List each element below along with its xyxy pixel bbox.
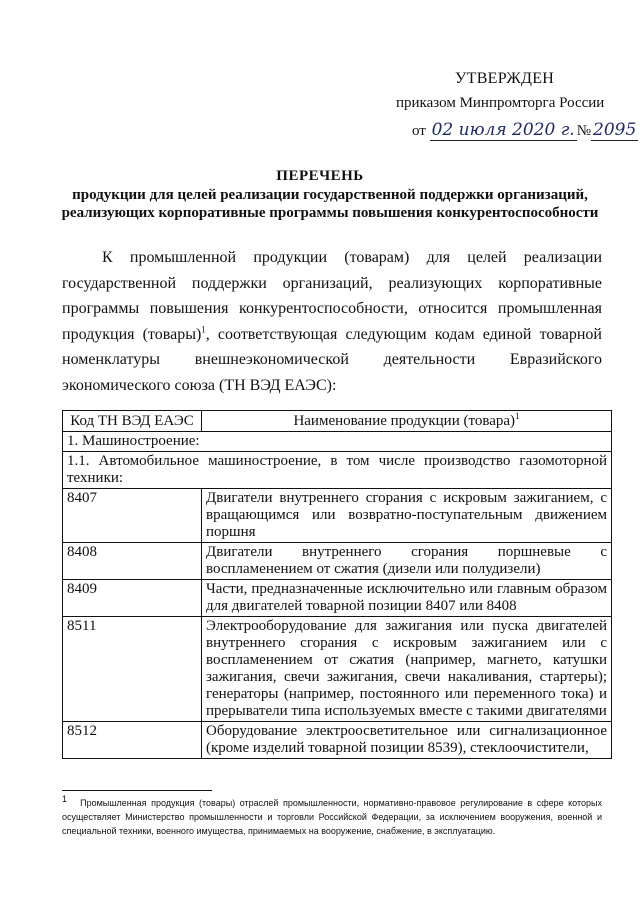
row-code: 8511 bbox=[63, 617, 202, 722]
table-row bbox=[63, 543, 612, 580]
row-code: 8407 bbox=[63, 489, 202, 543]
subsection-row bbox=[63, 452, 612, 489]
header-name-footnote: 1 bbox=[515, 411, 520, 421]
products-table bbox=[62, 410, 612, 759]
document-title: ПЕРЕЧЕНЬ bbox=[276, 168, 364, 184]
intro-text-after: , соответствующая следующим кодам единой товарной номенклатуры внешнеэкономической деятельности Евразийского экономического союза (ТН ВЭД ЕАЭС): bbox=[62, 325, 602, 394]
approval-date-line bbox=[412, 120, 638, 140]
header-name bbox=[202, 411, 612, 432]
intro-footnote-ref: 1 bbox=[201, 324, 206, 335]
footnote-text bbox=[62, 796, 602, 838]
row-name: Двигатели внутреннего сгорания поршневые с воспламенением от сжатия (дизели или полудизели) bbox=[202, 543, 612, 580]
intro-text-before: К промышленной продукции (товарам) для целей реализации государственной поддержки организаций, реализующих корпоративные программы повышения конкурентоспособности, относится промышленная продукция (товары) bbox=[62, 249, 602, 343]
date-prefix: от bbox=[412, 123, 426, 139]
table-row bbox=[63, 617, 612, 722]
handwritten-number: 2095 bbox=[593, 120, 637, 140]
header-code: Код ТН ВЭД ЕАЭС bbox=[63, 411, 202, 432]
section-row bbox=[63, 432, 612, 452]
table-row bbox=[63, 722, 612, 759]
row-name: Части, предназначенные исключительно или главным образом для двигателей товарной позиции 8407 или 8408 bbox=[202, 580, 612, 617]
footnote-mark: 1 bbox=[62, 794, 68, 804]
number-prefix: № bbox=[576, 123, 592, 139]
table-row bbox=[63, 489, 612, 543]
table-row bbox=[63, 580, 612, 617]
approval-order-line: приказом Минпромторга России bbox=[396, 95, 605, 111]
row-code: 8512 bbox=[63, 722, 202, 759]
table-header-row bbox=[63, 411, 612, 432]
intro-paragraph bbox=[62, 245, 602, 398]
row-name: Оборудование электроосветительное или сигнализационное (кроме изделий товарной позиции 8539), стеклоочистители, bbox=[202, 722, 612, 759]
document-subtitle: продукции для целей реализации государственной поддержки организаций, реализующих корпоративные программы повышения конкурентоспособности bbox=[61, 187, 599, 221]
row-name: Двигатели внутреннего сгорания с искровым зажиганием, с вращающимся или возвратно-поступательным движением поршня bbox=[202, 489, 612, 543]
handwritten-date: 02 июля 2020 г. bbox=[431, 120, 575, 140]
row-code: 8409 bbox=[63, 580, 202, 617]
header-name-text: Наименование продукции (товара) bbox=[293, 413, 516, 429]
footnote-body: Промышленная продукция (товары) отраслей промышленности, нормативно-правовое регулирование в сфере которых осуществляет Министерство промышленности и торговли Российской Федерации, за исключением вооружения, военной и специальной техники, военного имущества, принимаемых на вооружение, снабжение, в эксплуатацию. bbox=[62, 798, 602, 836]
row-name: Электрооборудование для зажигания или пуска двигателей внутреннего сгорания с искровым зажиганием или с воспламенением от сжатия (например, магнето, катушки зажигания, свечи зажигания, свечи накаливания, стартеры); генераторы (например, постоянного или переменного тока) и прерыватели типа используемых вместе с такими двигателями bbox=[202, 617, 612, 722]
section-title: 1. Машиностроение: bbox=[63, 432, 612, 452]
row-code: 8408 bbox=[63, 543, 202, 580]
subsection-title: 1.1. Автомобильное машиностроение, в том числе производство газомоторной техники: bbox=[63, 452, 612, 489]
footnote-divider bbox=[62, 790, 212, 791]
approval-title: УТВЕРЖДЕН bbox=[455, 70, 555, 87]
